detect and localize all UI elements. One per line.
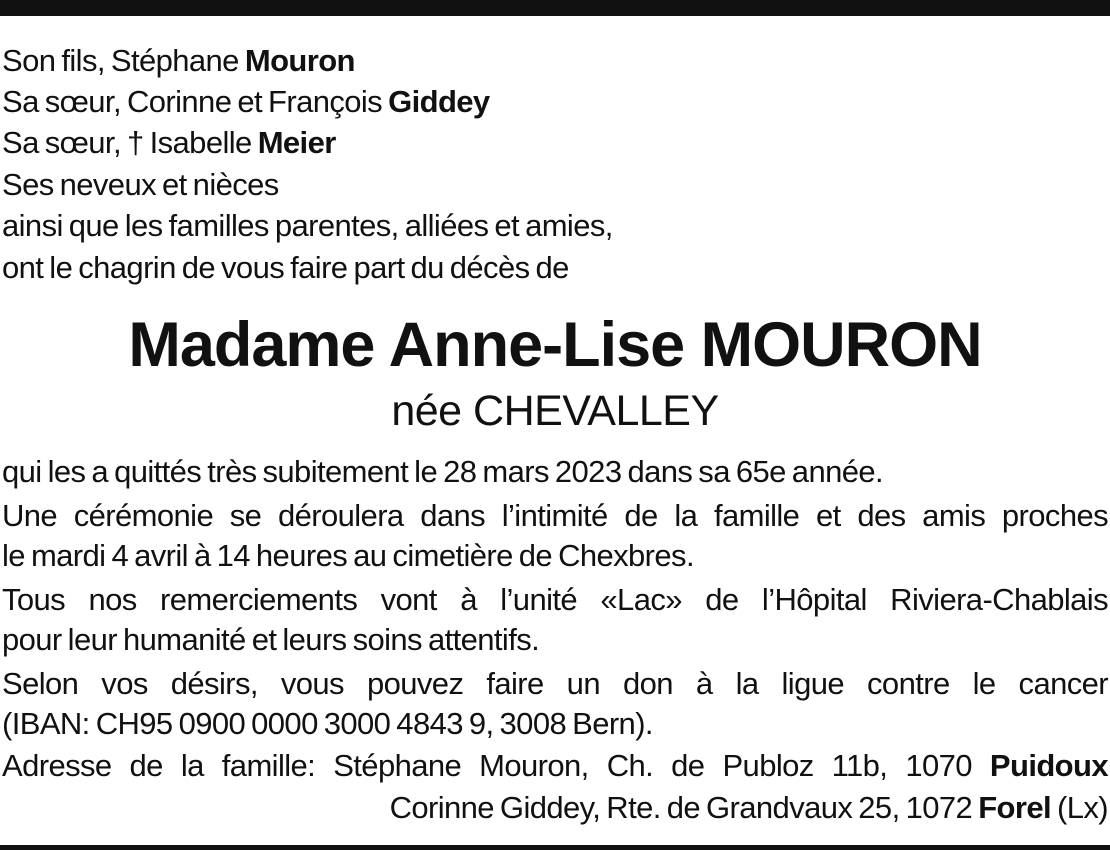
- family-line-nephews: Ses neveux et nièces: [2, 167, 279, 202]
- body-line-death-date: qui les a quittés très subitement le 28 mars 2023 dans sa 65e année.: [2, 454, 884, 489]
- deceased-maiden-name: née CHEVALLEY: [391, 387, 719, 435]
- body-line-ceremony: Une cérémonie se déroulera dans l’intimité de la famille et des amis proches: [2, 498, 1108, 533]
- body-line-iban: (IBAN: CH95 0900 0000 3000 4843 9, 3008 Bern).: [2, 706, 653, 741]
- family-line-relatives: ainsi que les familles parentes, alliées et amies,: [2, 208, 613, 243]
- body-line-thanks-cont: pour leur humanité et leurs soins attentifs.: [2, 622, 540, 657]
- family-line-sister-corinne: Sa sœur, Corinne et François Giddey: [2, 84, 490, 119]
- bottom-rule: [0, 845, 1110, 850]
- family-line-sister-isabelle: Sa sœur, † Isabelle Meier: [2, 125, 336, 160]
- top-rule: [0, 0, 1110, 16]
- family-line-announcement: ont le chagrin de vous faire part du décès de: [2, 250, 569, 285]
- family-line-son: Son fils, Stéphane Mouron: [2, 43, 355, 78]
- body-line-donation: Selon vos désirs, vous pouvez faire un don à la ligue contre le cancer: [2, 666, 1108, 701]
- address-line-2: Corinne Giddey, Rte. de Grandvaux 25, 1072 Forel (Lx): [389, 790, 1108, 825]
- body-line-thanks: Tous nos remerciements vont à l’unité «Lac» de l’Hôpital Riviera-Chablais: [2, 582, 1108, 617]
- address-line-1: Adresse de la famille: Stéphane Mouron, Ch. de Publoz 11b, 1070 Puidoux: [2, 748, 1108, 783]
- body-line-ceremony-date: le mardi 4 avril à 14 heures au cimetière de Chexbres.: [2, 538, 694, 573]
- deceased-name: Madame Anne-Lise MOURON: [128, 310, 982, 380]
